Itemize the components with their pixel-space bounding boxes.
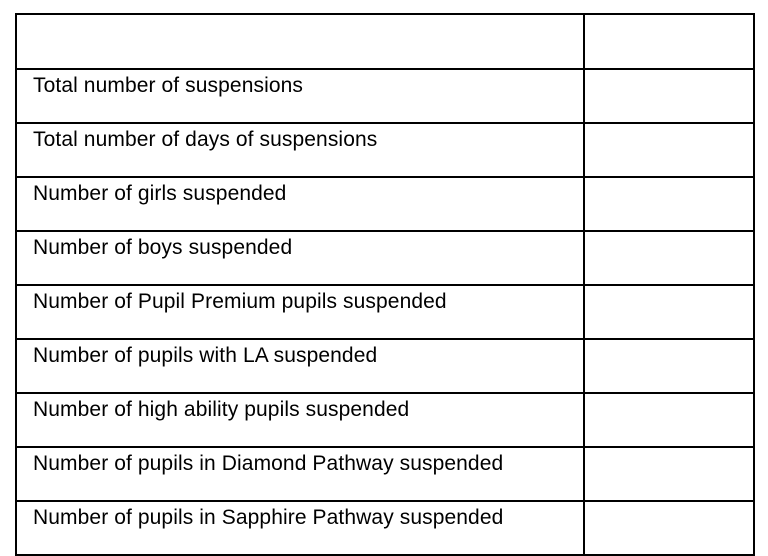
row-value-cell[interactable] bbox=[584, 285, 754, 339]
table-row bbox=[16, 501, 754, 555]
table-row bbox=[16, 69, 754, 123]
table-row bbox=[16, 285, 754, 339]
row-label: Total number of days of suspensions bbox=[16, 123, 584, 177]
table-row bbox=[16, 231, 754, 285]
row-label: Number of pupils in Diamond Pathway suspended bbox=[16, 447, 584, 501]
table-row bbox=[16, 177, 754, 231]
row-value-cell[interactable] bbox=[584, 393, 754, 447]
row-value-cell[interactable] bbox=[584, 69, 754, 123]
table-row bbox=[16, 393, 754, 447]
table-row bbox=[16, 123, 754, 177]
row-label: Total number of suspensions bbox=[16, 69, 584, 123]
row-label: Number of boys suspended bbox=[16, 231, 584, 285]
row-label: Number of Pupil Premium pupils suspended bbox=[16, 285, 584, 339]
row-value-cell[interactable] bbox=[584, 177, 754, 231]
row-label: Number of pupils with LA suspended bbox=[16, 339, 584, 393]
row-value-cell[interactable] bbox=[584, 231, 754, 285]
row-label: Number of high ability pupils suspended bbox=[16, 393, 584, 447]
row-label: Number of pupils in Sapphire Pathway suspended bbox=[16, 501, 584, 555]
table-header-row bbox=[16, 14, 754, 69]
row-value-cell[interactable] bbox=[584, 501, 754, 555]
suspensions-table-container bbox=[15, 13, 753, 556]
row-value-cell[interactable] bbox=[584, 123, 754, 177]
row-value-cell[interactable] bbox=[584, 447, 754, 501]
table-row bbox=[16, 339, 754, 393]
row-label: Number of girls suspended bbox=[16, 177, 584, 231]
suspensions-table bbox=[15, 13, 755, 556]
row-value-cell[interactable] bbox=[584, 339, 754, 393]
header-value-cell bbox=[584, 14, 754, 69]
header-label-cell bbox=[16, 14, 584, 69]
table-row bbox=[16, 447, 754, 501]
